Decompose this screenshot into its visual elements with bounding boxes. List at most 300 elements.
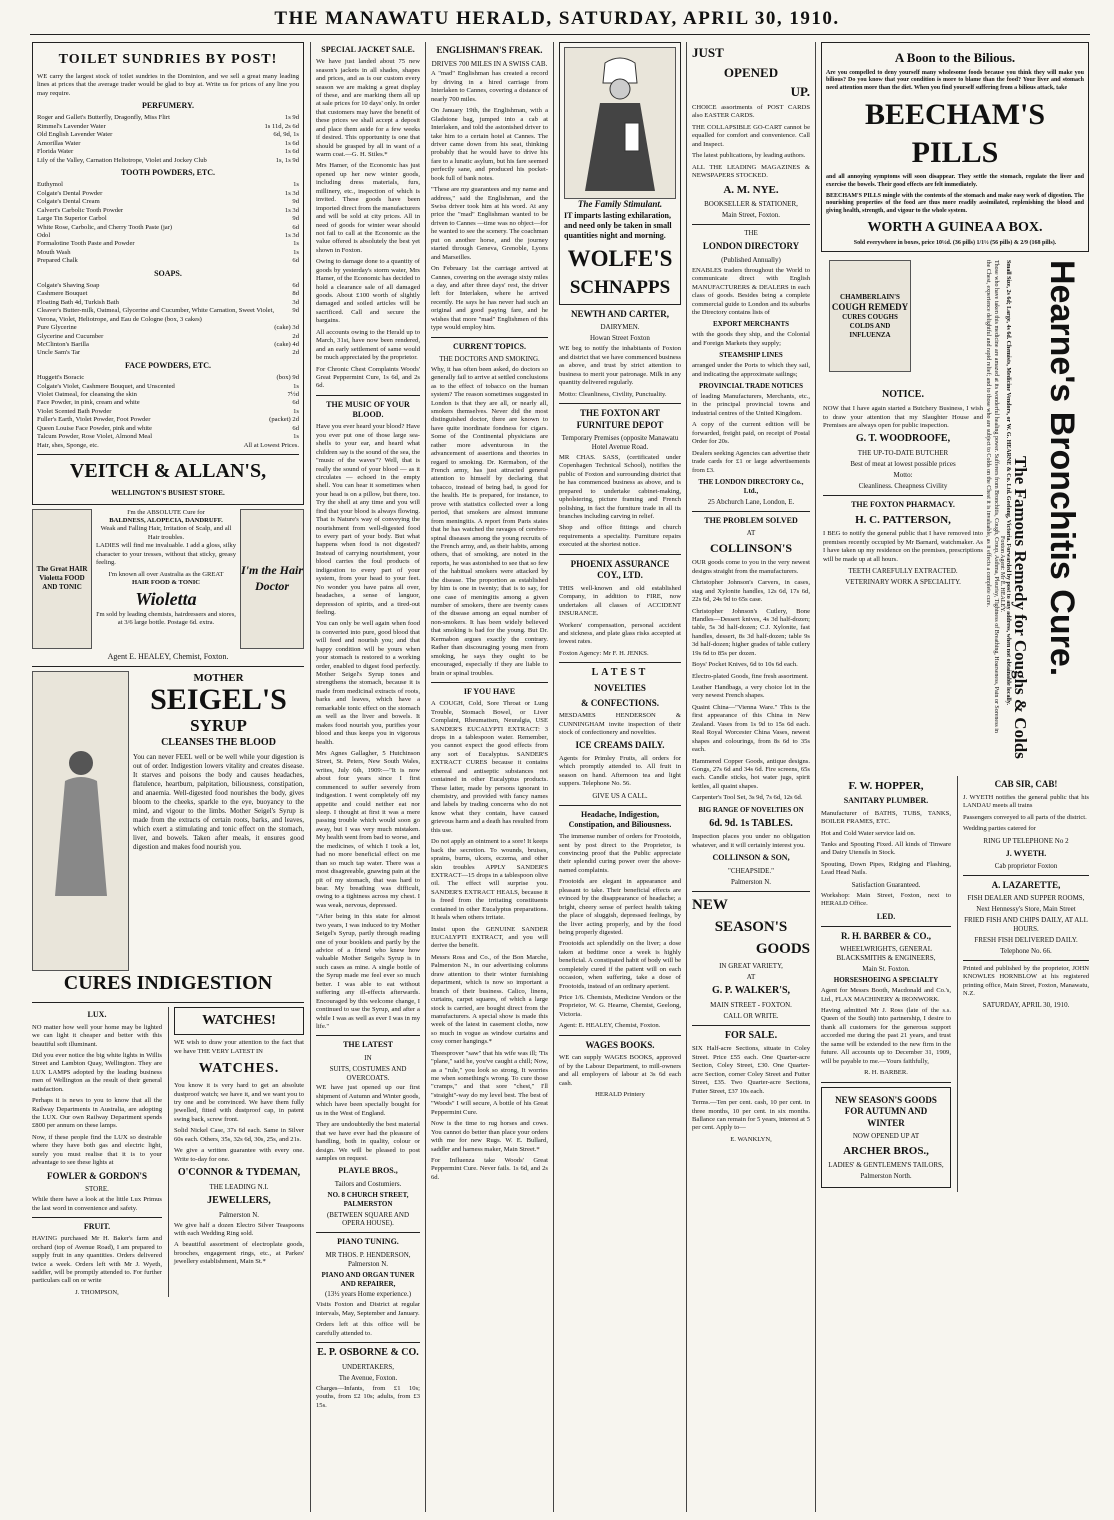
- price-row: [37, 383, 299, 391]
- novelties-head3: & CONFECTIONS.: [580, 697, 659, 708]
- toilet-title: TOILET SUNDRIES BY POST!: [58, 52, 278, 67]
- cab-ring: RING UP TELEPHONE No 2: [983, 836, 1069, 845]
- just-body2: THE COLLAPSIBLE GO-CART cannot be equalled for comfort and convenience. Call and Inspect.: [692, 123, 810, 148]
- store-sub: WELLINGTON'S BUSIEST STORE.: [111, 488, 225, 497]
- hearne-sub: The Famous Remedy for Coughs & Colds: [1011, 456, 1030, 760]
- price-value: 6d: [292, 424, 299, 432]
- price-row: [37, 190, 299, 198]
- barber-addr: Main St. Foxton.: [862, 965, 910, 974]
- soaps-head: SOAPS.: [154, 268, 182, 278]
- hair-bottle-illustration: The Great HAIR Violetta FOOD AND TONIC: [32, 509, 92, 649]
- column-6: [821, 42, 1089, 1512]
- watches-body2: You know it is very hard to get an absolute dustproof watch; we have it, and we want you to try one and be convinced. We have them fully jewelled, fitted with dustproof cap, in patent swing back, screw front.: [174, 1082, 304, 1123]
- imprint: Printed and published by the proprietor, JOHN KNOWLES HORNBLOW at his registered printing office, Main Street, Foxton, Manawatu, N.Z.: [963, 965, 1089, 997]
- art-body2: Shop and office fittings and church requirements a speciality. Furniture repairs executed at the shortest notice.: [559, 524, 681, 549]
- barber-sign: R. H. BARBER.: [864, 1069, 908, 1077]
- collinson-place: Palmerston N.: [730, 877, 772, 886]
- price-item: Pure Glycerine: [37, 324, 77, 332]
- pharmacy-body: I BEG to notify the general public that I have removed into premises recently occupied by Mr Barnard, watchmaker. As I have taken up my residence on the premises, prescriptions will be made up at all hours.: [823, 530, 983, 563]
- new-head2: SEASON'S: [714, 918, 788, 935]
- beecham-name: BEECHAM'S PILLS: [864, 97, 1046, 170]
- col6-lower: [821, 776, 1089, 1192]
- violetta-agent: Agent E. HEALEY, Chemist, Foxton.: [107, 651, 229, 661]
- violetta-sold: I'm sold by leading chemists, hairdressers and stores, at 3/6 large bottle. Postage 6d. extra.: [96, 610, 236, 626]
- patterson-name: H. C. PATTERSON,: [855, 514, 951, 527]
- hopper-sat: Satisfaction Guaranteed.: [851, 880, 921, 889]
- freak-body4: On February 1st the carriage arrived at Cannes, covering on the average sixty miles a day, and after three days' rest, the driver left for Interlaken, where he arrived recently. He says he has never had such an original and good paying fare, and he wishes that more "mad" Englishmen of this type would employ him.: [431, 265, 548, 332]
- art-body: MR CHAS. SASS, (certificated under Copenhagen Technical School), notifies the public of Foxton and surrounding district that he has commenced business as above, and is prepared to undertake cabinet-making, upholstering, picture framing and French polishing, in fact the furniture trade in all its branches including carving in relief.: [559, 453, 681, 521]
- divider: [692, 1025, 810, 1026]
- hearne-agent: Foxton Agent: Mr E. HEALEY.: [999, 536, 1005, 613]
- price-value: 1s 3d: [284, 231, 299, 239]
- price-value: (box) 9d: [276, 374, 299, 382]
- headache-body2: Frootoids are elegant in appearance and pleasant to take. Their beneficial effects are evinced by the disappearance of headache; a bright, cheery sense of perfect health taking the place of sluggish, depressed feelings, by the liver acting properly, and by the food being properly digested.: [559, 878, 681, 936]
- price-row: [37, 299, 299, 307]
- novelties-head2: NOVELTIES: [594, 683, 646, 694]
- art-addr: Temporary Premises (opposite Manawatu Hotel Avenue Road.: [561, 434, 679, 451]
- price-value: 9d: [292, 198, 299, 206]
- price-item: Old English Lavender Water: [37, 131, 113, 139]
- price-item: Colgate's Violet, Cashmere Bouquet, and Unscented: [37, 382, 175, 390]
- divider: [559, 662, 681, 663]
- price-row: [37, 399, 299, 407]
- music-body4: "After being in this state for almost two years, I was induced to try Mother Seigel's Syrup, partly through reading one of your booklets and partly by the advice of a friend who knew how valuable Mother Seigel's Syrup is in such cases as mine. A single bottle of the Syrup made me feel ever so much better. I was able to eat without suffering any ill-effects afterwards. Encouraged by this welcome change, I continued to use the Syrup, and after a while I was as well as ever I was in my life.": [316, 913, 420, 1030]
- seigel-cures: CURES INDIGESTION: [63, 971, 273, 994]
- price-value: 3d: [292, 298, 299, 306]
- price-item: Prepared Chalk: [37, 257, 78, 265]
- watches-firm2: THE LEADING N.I.: [209, 1182, 269, 1191]
- latest-body2: They are undoubtedly the best material that we have ever had the pleasure of handling, both in quality, colour or design. We will be pleased to post samples on request.: [316, 1121, 420, 1162]
- seigel-ad: [32, 671, 304, 971]
- london-body: ENABLES traders throughout the World to communicate direct with English MANUFACTURERS & DEALERS in each class of goods. Besides being a complete commercial guide to London and its suburbs the Directory contains lists of: [692, 266, 810, 316]
- price-value: 2d: [292, 349, 299, 357]
- price-row: [37, 123, 299, 131]
- piano-body: MR THOS. P. HENDERSON, Palmerston N.: [325, 1250, 411, 1268]
- cab-body3: Wedding parties catered for: [963, 825, 1036, 833]
- watches-body6: A beautiful assortment of electroplate goods, brooches, engagement rings, etc., at Parkes' jewellery establishment, Main St.*: [174, 1241, 304, 1266]
- price-item: Cashmere Bouquet: [37, 290, 88, 298]
- col1-bottom: [32, 1007, 304, 1297]
- hopper-name: F. W. HOPPER,: [848, 780, 924, 793]
- cab-body: J. WYETH notifies the general public that his LANDAU meets all trains: [963, 793, 1089, 810]
- wages-head: WAGES BOOKS.: [585, 1039, 655, 1050]
- just-body: CHOICE assortments of POST CARDS also EASTER CARDS.: [692, 103, 810, 120]
- price-row: [37, 282, 299, 290]
- barber-body2: Having admitted Mr J. Ross (late of the s.s. Queen of the South) into partnership, I desire to thank all customers for the generous support accorded me during the past 21 years, and trust the same will be extended to the new firm in the future. All accounts up to December 31, 1909, will be payable to me.—Yours faithfully,: [821, 1007, 951, 1065]
- hopper-body4: Spouting, Down Pipes, Ridging and Flashing, Lead Head Nails.: [821, 860, 951, 877]
- divider: [316, 1342, 420, 1343]
- london-body4: of leading Manufacturers, Merchants, etc., in the principal provincial towns and industrial centres of the United Kingdom.: [692, 393, 810, 417]
- lazarette-name: A. LAZARETTE,: [991, 879, 1061, 890]
- osborne-addr: The Avenue, Foxton.: [338, 1373, 398, 1382]
- face-head: FACE POWDERS, ETC.: [124, 360, 212, 370]
- piano-body5: Orders left at this office will be carefully attended to.: [316, 1321, 420, 1337]
- lux-para: Perhaps it is news to you to know that all the Railway Departments in Australia, are adopting the LUX. Our own Railway Department spends £800 per annum on these lamps.: [32, 1097, 162, 1130]
- violetta-line: Weak and Falling Hair, Irritation of Scalp, and all Hair troubles.: [100, 525, 232, 541]
- london-head2: LONDON DIRECTORY: [702, 241, 800, 252]
- dutch-woman-illustration: [564, 47, 676, 199]
- divider: [559, 403, 681, 404]
- face-list: [37, 374, 299, 450]
- price-row: [37, 114, 299, 122]
- price-value: 1s: [293, 240, 299, 248]
- price-item: Rimmel's Lavender Water: [37, 122, 106, 130]
- price-row: [37, 224, 299, 232]
- lazarette-body2: FRESH FISH DELIVERED DAILY.: [974, 936, 1078, 945]
- jacket-head: SPECIAL JACKET SALE.: [321, 45, 415, 54]
- watches-place: Palmerston N.: [218, 1210, 260, 1219]
- price-item: Huggett's Boracic: [37, 374, 85, 382]
- london-body6: Dealers seeking Agencies can advertise their trade cards for £1 or large advertisements from £3.: [692, 449, 810, 474]
- price-item: Colgate's Dental Powder: [37, 189, 103, 197]
- just-head3: UP.: [790, 84, 810, 100]
- price-item: Large Tin Superior Carbol: [37, 215, 107, 223]
- current-sub: THE DOCTORS AND SMOKING.: [439, 354, 540, 363]
- divider: [821, 1082, 951, 1083]
- headache-body4: Price 1/6. Chemists, Medicine Vendors or the Proprietor, W. G. Hearne, Chemist, Geelong, Victoria.: [559, 994, 681, 1018]
- hopper-sub: SANITARY PLUMBER.: [843, 796, 929, 806]
- divider: [32, 1002, 304, 1003]
- fruit-body: HAVING purchased Mr H. Baker's farm and orchard (top of Avenue Road), I am prepared to supply fruit in any quantities. Orders delivered twice a week. Orders left with Mr J. Wyeth, saddler, will be promptly attended to. For further particulars call on or write: [32, 1235, 162, 1285]
- newth-body: WE beg to notify the inhabitants of Foxton and district that we have commenced business as above, and trust by strict attention to business to merit your patronage. Milk in any quantity delivered regularly.: [559, 345, 681, 387]
- notice-body: NOW that I have again started a Butchery Business, I wish to draw your attention that my Slaughter House and Premises are always open for public inspection.: [823, 405, 983, 430]
- price-row: [37, 341, 299, 349]
- archer-sub: NOW OPENED UP AT: [852, 1132, 920, 1141]
- latest-firm: PLAYLE BROS.,: [338, 1166, 398, 1176]
- sale-sign: E. WANKLYN,: [730, 1135, 772, 1143]
- newth-head: NEWTH AND CARTER,: [571, 308, 669, 319]
- price-item: Florida Water: [37, 148, 74, 156]
- london-firm: THE LONDON DIRECTORY Co., Ltd.,: [698, 477, 804, 495]
- woodroofe-motto: Motto:: [893, 471, 913, 480]
- piano-head: PIANO TUNING.: [337, 1237, 399, 1247]
- collinson-body9: Carpenter's Tool Set, 3s 9d, 7s 6d, 12s 6d.: [692, 794, 803, 802]
- latest-head2: IN: [364, 1053, 372, 1062]
- divider: [431, 337, 548, 338]
- london-head: THE: [744, 229, 758, 238]
- chamberlain-cures: CURES COUGHS COLDS AND INFLUENZA: [842, 313, 898, 340]
- woodroofe-sub: THE UP-TO-DATE BUTCHER: [857, 449, 949, 458]
- divider: [692, 224, 810, 225]
- price-item: Mouth Wash: [37, 248, 71, 256]
- price-value: 1s 3d: [284, 206, 299, 214]
- divider: [316, 1232, 420, 1233]
- beecham-body: and all annoying symptoms will soon disappear. They settle the stomach, regulate the liver and exercise the bowels. Their good effects are felt immediately.: [826, 174, 1084, 189]
- new-head: NEW: [692, 896, 728, 913]
- price-row: [37, 198, 299, 206]
- hopper-led: LED.: [876, 911, 896, 921]
- nye-name: A. M. NYE.: [723, 184, 779, 197]
- price-item: Floating Bath 4d, Turkish Bath: [37, 298, 119, 306]
- divider: [37, 454, 299, 455]
- collinson-head: THE PROBLEM SOLVED: [704, 515, 798, 525]
- price-item: Hair, shes, Sponge, etc.: [37, 441, 99, 449]
- archer-head: NEW SEASON'S GOODS FOR AUTUMN AND WINTER: [835, 1094, 937, 1128]
- phoenix-agent: Foxton Agency: Mr F. H. JENKS.: [559, 649, 649, 657]
- stimulant: The Family Stimulant.: [577, 199, 663, 209]
- ice-creams: ICE CREAMS DAILY.: [575, 740, 665, 751]
- column-1: [32, 42, 304, 1512]
- beecham-sold: Sold everywhere in boxes, price 10½d. (36 pills) 1/1½ (56 pills) & 2/9 (168 pills).: [853, 239, 1057, 246]
- violetta-ad: [32, 509, 304, 649]
- london-body5: A copy of the current edition will be forwarded, freight paid, on receipt of Postal Order for 20s.: [692, 421, 810, 446]
- price-row: [37, 215, 299, 223]
- wolfe-name: WOLFE'S: [567, 246, 673, 272]
- price-value: 1s 6d: [284, 139, 299, 147]
- just-body4: ALL THE LEADING MAGAZINES & NEWSPAPERS STOCKED.: [692, 163, 810, 179]
- price-value: 1s, 1s 9d: [275, 156, 299, 164]
- divider: [963, 875, 1089, 876]
- dutch-figure-icon: [575, 53, 665, 193]
- price-item: Euthymol: [37, 181, 64, 189]
- violetta-great: HAIR FOOD & TONIC: [131, 579, 201, 587]
- price-value: (packet) 2d: [269, 416, 299, 424]
- divider: [692, 511, 810, 512]
- tooth-list: [37, 181, 299, 265]
- price-item: Uncle Sam's Tar: [37, 349, 81, 357]
- price-item: McClinton's Barilla: [37, 340, 89, 348]
- woodroofe-body2: Best of meat at lowest possible prices: [850, 460, 956, 469]
- hair-doctor-illustration: I'm the Hair Doctor: [240, 509, 304, 649]
- woodroofe-motto2: Cleanliness. Cheapness Civility: [858, 482, 948, 491]
- collinson-body: OUR goods come to you in the very newest designs straight from the manufacturers.: [692, 559, 810, 575]
- collinson-firm2: "CHEAPSIDE.": [728, 866, 774, 875]
- cough-body7: For Influenza take Woods' Great Peppermint Cure. Never fails. 1s 6d, and 2s 6d.: [431, 1156, 548, 1181]
- price-row: [37, 249, 299, 257]
- cough-body5: Theesprover "saw" that his wife was ill; 'Tis "plane," said he, you've caught a chill; Now, as a "rule," you look so strong, It worries me when something's wrong. To cure those "cramps," and that sore "chest," I'll "straight"-way do my level best. The best of "Woods" I will secure, A bottle of his Great Peppermint Cure.: [431, 1049, 548, 1116]
- jacket-body2: Mrs Hamer, of the Economic has just opened up her new winter goods, including dress materials, furs, millinery, etc., inspection of which is invited. These goods have been imported direct from the manufacturers and will be sold at city prices. All in need of goods for winter wear should not fail to call at the Economic as the value offered is absolutely the best yet shown in Foxton.: [316, 162, 420, 254]
- price-row: [37, 391, 299, 399]
- lux-head: LUX.: [87, 1010, 107, 1020]
- london-steam: STEAMSHIP LINES: [719, 351, 783, 360]
- price-item: Colgate's Dental Cream: [37, 198, 100, 206]
- headache-agent: Agent: E. HEALEY, Chemist, Foxton.: [559, 1022, 661, 1030]
- price-row: [37, 433, 299, 441]
- cab-head: CAB SIR, CAB!: [994, 779, 1058, 790]
- london-exp: EXPORT MERCHANTS: [712, 320, 790, 329]
- price-row: [37, 442, 299, 450]
- just-head: JUST: [692, 45, 724, 60]
- price-value: 7½d: [287, 390, 299, 398]
- current-body: Why, it has often been asked, do doctors so generally fail to arrive at settled conclusions as to the effect of tobacco on the human system? The reason sometimes suggested in London is that they are all, or nearly all, smokers themselves. Never did the most distinguished doctor, there are known to have quite inordinate fondness for cigars. Some of the Continental physicians are rather more adventurous in the advancement of assertions and theories in regard to smoking. Dr. Kermabon, of the French army, has just attracted general attention to himself by declaring that tobacco, instead of being bad, is good for the health. He is prepared, for instance, to prove with statistics collected over a long period, that smokers are almost immune from meningitis. A report from Paris states that he has watched the ravages of cerebro-spinal diseases among the young recruits of the French army, and, as their habits, among others, that of smoking, are noted in the reports, he was astonished to see that so few of the habitual smokers were attacked by the disease. The proportion as established by him is one in twenty; that is to say, for one case of meningitis among a given number of smokers, there are twenty cases of the disease among an equal number of non-smokers. It has been widely believed that smoking is bad for the young. But Dr. Kermabon argues exactly the contrary. Rather than discouraging young men from smoking, he says they ought to be encouraged, especially if they are liable to brain or spinal troubles.: [431, 365, 548, 677]
- lazarette-addr: Next Hennessy's Store, Main Street: [976, 905, 1076, 914]
- seigel-body: You can never FEEL well or be well while your digestion is out of order. Indigestion lowers vitality and creates disease. It starves and poisons the body and causes headaches, flatulence, heartburn, palpitation, biliousness, constipation, and anaemia. Well-digested food nourishes the body, gives bloom to the cheeks, sparkle to the eye, buoyancy to the mind, and vigour to the limbs. Mother Seigel's Syrup is made from the extracts of certain roots, barks, and leaves, which exert a stimulating and tonic effect on the stomach, liver, and bowels. Taken after meals, it ensures good digestion and makes food nourish you.: [133, 753, 304, 851]
- just-body3: The latest publications, by leading authors.: [692, 152, 806, 160]
- price-value: 2d: [292, 332, 299, 340]
- schnapps-name: SCHNAPPS: [569, 276, 671, 298]
- piano-body4: Visits Foxton and District at regular intervals, May, September and January.: [316, 1301, 420, 1317]
- chamberlain-name: CHAMBERLAIN'S: [840, 292, 900, 301]
- price-item: White Rose, Carbolic, and Cherry Tooth Paste (jar): [37, 223, 173, 231]
- barber-sub: WHEELWRIGHTS, GENERAL BLACKSMITHS & ENGINEERS,: [836, 945, 936, 963]
- store-name: VEITCH & ALLAN'S,: [69, 460, 267, 483]
- price-value: 1s 9d: [284, 114, 299, 122]
- price-item: Odol: [37, 231, 51, 239]
- price-value: (cake) 3d: [274, 324, 299, 332]
- freak-body2: On January 19th, the Englishman, with a Gladstone bag, jumped into a cab at Interlaken, and told the astonished driver to take him to a certain hotel at Cannes. The driver came down from his seat, thinking probably that he would have to drive his fare to a lunatic asylum, but his fare seemed perfectly sane, and produced his pocket-book full of bank notes.: [431, 107, 548, 182]
- price-item: Talcum Powder, Rose Violet, Almond Meal: [37, 433, 153, 441]
- perfumery-list: [37, 114, 299, 165]
- hearne-title: Hearne's Bronchitis Cure.: [1043, 260, 1081, 677]
- walker-name: G. P. WALKER'S,: [711, 984, 791, 996]
- violetta-known: I'm known all over Australia as the GREAT: [108, 570, 224, 578]
- hopper-shop: Workshop: Main Street, Foxton, next to HERALD Office.: [821, 891, 951, 908]
- price-item: Amorillas Water: [37, 139, 81, 147]
- just-head2: OPENED: [723, 64, 779, 80]
- collinson-firm: COLLINSON & SON,: [712, 853, 790, 863]
- toilet-sundries-ad: [32, 42, 304, 505]
- archer-sub2: LADIES' & GENTLEMEN'S TAILORS,: [828, 1161, 944, 1170]
- price-value: 6d: [292, 281, 299, 289]
- price-item: Queen Louise Face Powder, pink and white: [37, 424, 152, 432]
- col6-lower-left: [821, 776, 951, 1192]
- column-3: [431, 42, 548, 1512]
- sale-body: SIX Half-acre Sections, situate in Coley Street. Price £55 each. One Quarter-acre Section, Coley Street, £30. One Quarter-acre Section, corner Coley Street and Futter Street, £35. Two Quarter-acre Sections, Futter Street, £37 10s each.: [692, 1045, 810, 1095]
- seigel-title4: CLEANSES THE BLOOD: [161, 736, 276, 748]
- beecham-body2: BEECHAM'S PILLS mingle with the contents of the stomach and make easy work of digestion. The nourishing properties of the food are thus more readily assimilated, replenishing the blood and giving health, strength, and vigour to the whole system.: [826, 192, 1084, 215]
- price-value: 1s: [293, 248, 299, 256]
- notice-ad: [823, 386, 983, 589]
- latest-head3: SUITS, COSTUMES AND OVERCOATS.: [329, 1064, 407, 1082]
- column-rule: [553, 42, 554, 1512]
- wyeth-prop: Cab proprietor Foxton: [994, 861, 1058, 870]
- price-row: [37, 181, 299, 189]
- walker-addr: MAIN STREET - FOXTON.: [710, 1000, 792, 1009]
- barber-body: Agent for Messrs Booth, Macdonald and Co.'s, Ltd., FLAX MACHINERY & IRONWORK.: [821, 987, 951, 1003]
- beecham-intro: Are you compelled to deny yourself many wholesome foods because you think they will make you bilious? Do you know that your condition is more to blame than the food? Your liver and stomach need attention more than the diet. When you find yourself suffering from a bilious attack, take: [826, 69, 1084, 91]
- cough-body3: Insist upon the GENUINE SANDER EUCALYPTI EXTRACT, and you will derive the benefit.: [431, 925, 548, 950]
- collinson-body7: Quaint China—"Vienna Ware." This is the first appearance of this China in New Zealand. Vases from 1s 9d to 15s 6d each. Real Royal Worcester China Vases, newest shapes and colourings, from 8s 6d to 35s each.: [692, 703, 810, 754]
- price-item: Lily of the Valley, Carnation Heliotrope, Violet and Jockey Club: [37, 156, 207, 164]
- lux-para: NO matter how well your home may be lighted we can light it cheaper and better with this beautiful soft illuminant.: [32, 1023, 162, 1048]
- price-row: [37, 324, 299, 332]
- price-row: [37, 425, 299, 433]
- soaps-list: [37, 282, 299, 358]
- cough-body6: Now is the time to rug horses and cows. You cannot do better than place your orders with me for new Rugs. W. E. Bullard, saddler and harness maker, Main Street.*: [431, 1120, 548, 1153]
- collinson-body10: Inspection places you under no obligation whatever, and it will certainly interest you.: [692, 833, 810, 849]
- watches-ad: [168, 1007, 304, 1297]
- price-row: [37, 131, 299, 139]
- seigel-title2: SEIGEL'S: [150, 682, 287, 716]
- toilet-intro: WE carry the largest stock of toilet sundries in the Dominion, and we sell a great many leading lines at prices that the average trader would be glad to buy at. Write us for prices of any line you may require.: [37, 72, 299, 97]
- lady-figure-icon: [51, 741, 111, 901]
- violetta-line: BALDNESS, ALOPECIA, DANDRUFF.: [109, 517, 223, 525]
- price-value: (cake) 4d: [274, 340, 299, 348]
- latest-addr: NO. 8 CHURCH STREET, PALMERSTON: [327, 1190, 409, 1208]
- wages-sign: HERALD Printery: [595, 1091, 645, 1099]
- new-at: AT: [746, 973, 756, 982]
- price-value: 1s 3d: [284, 189, 299, 197]
- cough-body: A COUGH, Cold, Sore Throat or Lung Trouble, Stomach Bowel, or Liver Complaint, Rheumatism, Neuralgia, USE SANDER'S EUCALYPTI EXTRACT: 3 drops in a tablespoon water. Remember, you cannot expect the good effects from any sort of Eucalyptus. SANDER'S EXTRACT CURES because it contains ethereal and antiseptic substances not contained in other Eucalyptus products. These latter, made by persons ignorant in chemistry, and provided with fancy names and labels by trading concerns who do not know what they contain, have caused grievous harm and a death has resulted from this use.: [431, 700, 548, 834]
- barber-shoe: HORSESHOEING A SPECIALTY: [833, 976, 939, 985]
- london-prov: PROVINCIAL TRADE NOTICES: [698, 382, 804, 391]
- divider: [32, 666, 304, 667]
- divider: [692, 891, 810, 892]
- novelties-head: LATEST: [591, 667, 649, 679]
- price-value: 6d: [292, 223, 299, 231]
- cough-body4: Messrs Ross and Co., of the Bon Marche, Palmerston N., in our advertising columns draw attention to their winter furnishing department, which is now so important a branch of their business. Calico, linens, curtains, carpet squares, of which a large stock is carried, are bought direct from the manufacturers. A special show is made this week of the latest in casement cloths, now so much in vogue as window curtains and cosy corner hangings.*: [431, 953, 548, 1046]
- hearne-body: Those who have taken this medicine are amazed at its wonderful healing power. Sufferers from Bronchitis, Cough, Croup, Asthma, Pleurisy, Tightness of Breathing, Hoarseness, Pain or Soreness in the Chest, experience delightful and rapid relief; and to those who are subject to Colds on the Chest it is invaluable, as it effects a complete cure.: [985, 260, 999, 734]
- price-value: 6d: [292, 257, 299, 265]
- woodroofe-name: G. T. WOODROOFE,: [855, 433, 951, 445]
- latest-head: THE LATEST: [343, 1040, 393, 1050]
- price-value: 1s: [293, 181, 299, 189]
- price-row: [37, 307, 299, 324]
- masthead-rule: [30, 34, 1090, 35]
- watches-firm3: JEWELLERS,: [207, 1194, 271, 1206]
- newth-motto: Motto: Cleanliness, Civility, Punctuality.: [559, 390, 667, 398]
- sale-head: FOR SALE.: [724, 1029, 778, 1041]
- new-head3: GOODS: [755, 940, 810, 957]
- price-item: Violet Oatmeal, for cleansing the skin: [37, 390, 137, 398]
- jacket-body: We have just landed about 75 new season's jackets in all shades, shapes and prices, and as is our custom every season we are making a great display of these, and are marking them all up at sale prices for 10 days' only. In order that customers may have the benefit of these prices we shall accept a deposit and place them aside for a few weeks if desired. This opportunity is one that should be grasped by all in want of a warm coat.—G. H. Stiles.*: [316, 58, 420, 159]
- osborne-charges: Charges—Infants, from £1 10s; youths, from £2 10s; adults, from £3 15s.: [316, 1384, 420, 1409]
- latest-firm2: Tailors and Costumiers.: [334, 1179, 402, 1188]
- collinson-body5: Electro-plated Goods, fine fresh assortment.: [692, 672, 809, 680]
- give-us-a-call: GIVE US A CALL.: [592, 791, 648, 800]
- fruit-sign: J. THOMPSON,: [75, 1288, 119, 1296]
- collinson-body2: Christopher Johnson's Carvers, in cases, stag and Xylonite handles, 12s 6d, 17s 6d, 22s 6d, 24s 9d to 65s case.: [692, 579, 810, 604]
- column-2: [316, 42, 420, 1512]
- new-body: IN GREAT VARIETY,: [719, 962, 783, 971]
- divider: [963, 960, 1089, 961]
- lazarette-tel: Telephone No. 66.: [1000, 947, 1052, 956]
- headache-body: The immense number of orders for Frootoids, sent by post direct to the Proprietor, is convincing proof that the Public appreciate their splendid curing power over the above-named complaints.: [559, 833, 681, 874]
- lux-store2: STORE.: [85, 1185, 109, 1194]
- masthead: THE MANAWATU HERALD, SATURDAY, APRIL 30, 1910.: [274, 8, 840, 29]
- divider: [823, 495, 983, 496]
- fruit-head: FRUIT.: [83, 1221, 111, 1231]
- novelties-body2: Agents for Primley Fruits, all orders for which promptly attended to. All fruit in season on hand. Afternoon tea and light suppers. Telephone No. 56.: [559, 754, 681, 788]
- lazarette-body: FRIED FISH AND CHIPS DAILY, AT ALL HOURS.: [964, 916, 1088, 934]
- pharmacy-teeth: TEETH CAREFULLY EXTRACTED.: [848, 567, 958, 576]
- divider: [431, 682, 548, 683]
- price-row: [37, 240, 299, 248]
- music-body2: You can only be well again when food is converted into pure, good blood that will feed and nourish you; and that happy condition will be yours when your stomach is restored to a working order, enabled to digest food perfectly. Mother Seigel's Syrup tones and strengthens the stomach, because it is made from medicinal extracts of roots, barks and leaves, which have a remarkable tonic effect on the stomach as well as the liver and bowels. It makes food nourish you, purifies your blood and thus keeps you in vigorous health.: [316, 620, 420, 746]
- pharmacy-head: THE FOXTON PHARMACY.: [851, 500, 955, 510]
- archer-place: Palmerston North.: [860, 1172, 912, 1181]
- price-row: [37, 374, 299, 382]
- headache-head: Headache, Indigestion, Constipation, and Biliousness.: [568, 809, 672, 829]
- hearne-small: Small Size, 2s 6d; Large, 4s 6d. Chemists, Medicine Vendors, or W. G. HEARNE & Co. Ltd. Geelong, Victoria. Forwarded by post to any address, when not obtainable locally.: [1005, 260, 1011, 706]
- wages-body: WE can supply WAGES BOOKS, approved of by the Labour Department, to mill-owners and all employers of labour at 3s 6d each cash.: [559, 1054, 681, 1087]
- price-value: 1s 11d, 2s 6d: [264, 122, 299, 130]
- it-imparts: IT imparts lasting exhilaration, and need only be taken in small quantities night and morning.: [564, 210, 672, 240]
- divider: [821, 926, 951, 927]
- hopper-body: Manufacturer of BATHS, TUBS, TANKS, BOILER FRAMES, ETC.: [821, 809, 951, 826]
- price-row: [37, 333, 299, 341]
- price-row: [37, 207, 299, 215]
- hopper-body3: Tanks and Spouting Fixed. All kinds of Tinware and Dairy Utensils in Stock.: [821, 840, 951, 857]
- price-item: Violet Scented Bath Powder: [37, 407, 112, 415]
- piano-body3: (13½ years Home experience.): [324, 1290, 412, 1299]
- column-rule: [686, 42, 687, 1512]
- current-head: CURRENT TOPICS.: [453, 341, 526, 351]
- divider: [559, 554, 681, 555]
- price-item: Face Powder, in pink, cream and white: [37, 399, 140, 407]
- osborne-sub: UNDERTAKERS,: [341, 1362, 395, 1371]
- column-rule: [310, 42, 311, 1512]
- lux-store: FOWLER & GORDON'S: [46, 1170, 147, 1181]
- price-value: 9d: [292, 307, 299, 315]
- freak-sub: DRIVES 700 MILES IN A SWISS CAB.: [431, 59, 548, 68]
- lady-illustration: [32, 671, 129, 971]
- phoenix-head: PHOENIX ASSURANCE COY., LTD.: [570, 558, 670, 581]
- jacket-body4: All accounts owing to the Herald up to March, 31st, have now been rendered, and an early settlement of same would be much appreciated by the proprietor.: [316, 328, 420, 362]
- wolfe-ad: [559, 42, 681, 305]
- phoenix-body: THIS well-known and old established Company, in addition to FIRE, now undertakes all classes of ACCIDENT INSURANCE.: [559, 584, 681, 618]
- nye-addr: Main Street, Foxton.: [722, 211, 780, 220]
